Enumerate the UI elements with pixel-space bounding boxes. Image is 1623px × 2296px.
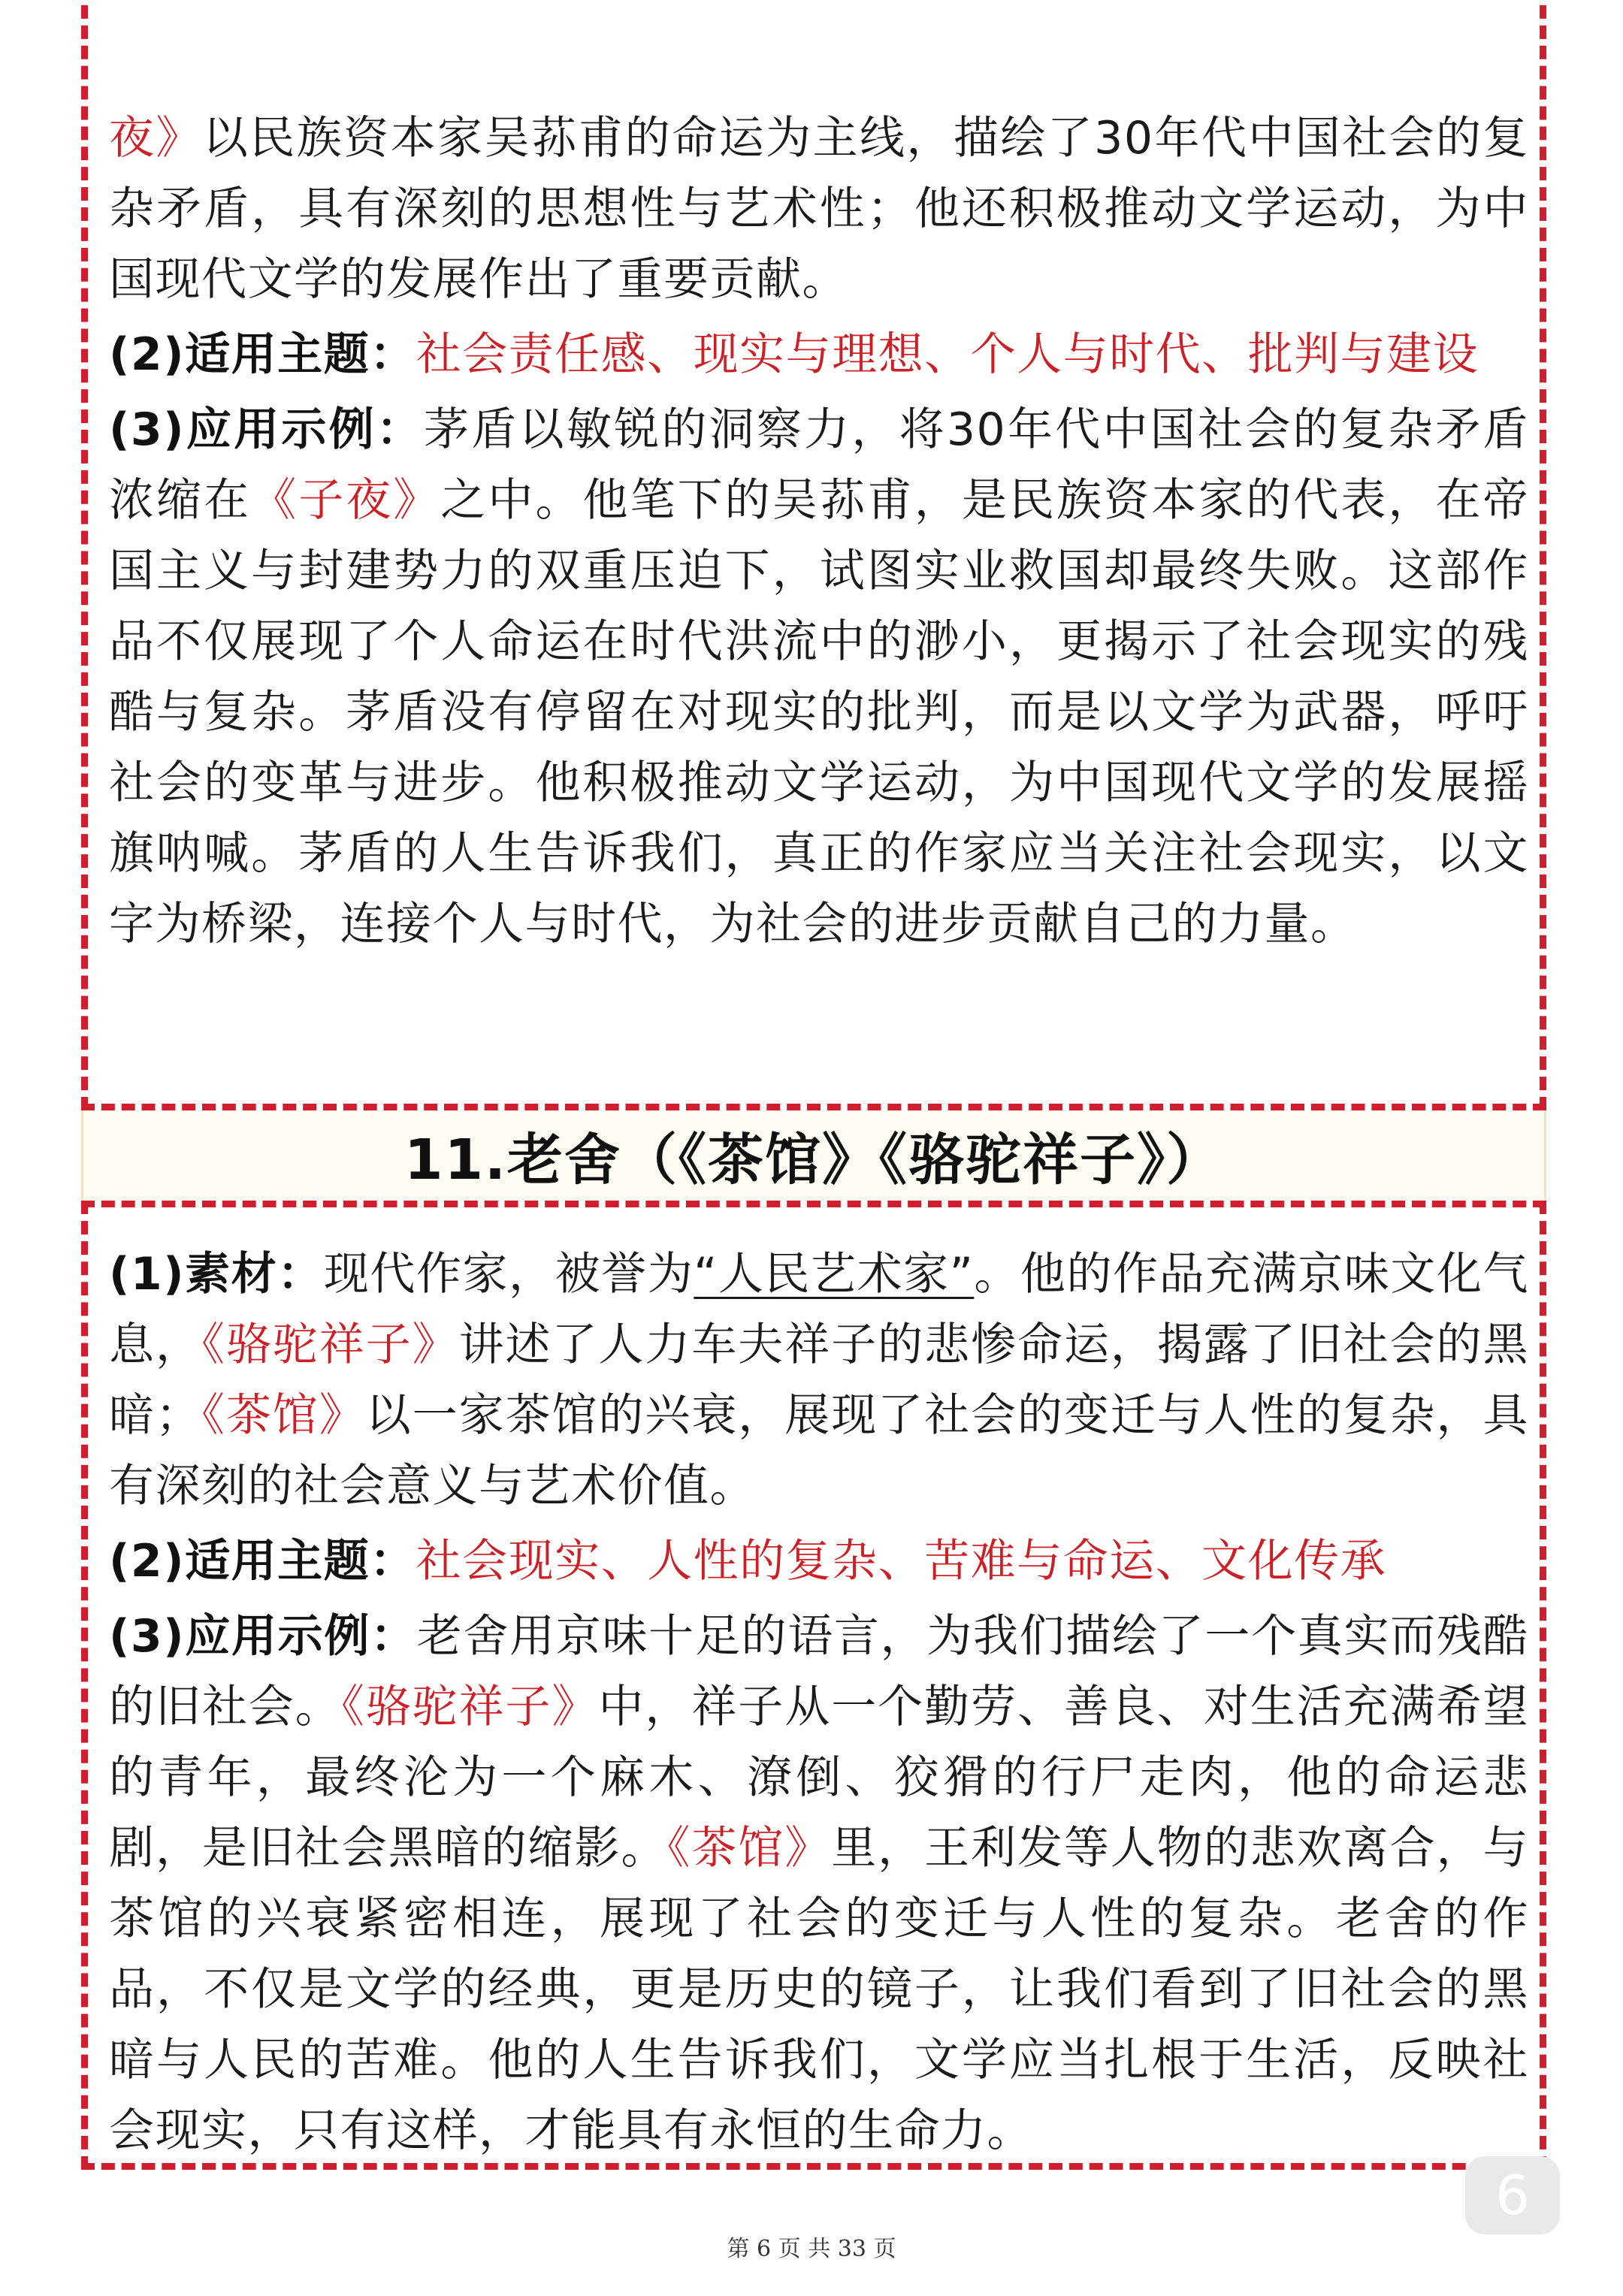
example-label: (3)应用示例： [109,403,425,456]
material-paragraph [109,103,1529,315]
themes-label: (2)适用主题： [109,328,416,381]
example-label: (3)应用示例： [109,1610,417,1663]
laoshe-section-box [81,1201,1546,2170]
example-text: 茅盾以敏锐的洞察力，将30年代中国社会的复杂矛盾浓缩在 [109,403,1529,527]
material-text: 以民族资本家吴荪甫的命运为主线，描绘了30年代中国社会的复杂矛盾，具有深刻的思想性与艺术性；他还积极推动文学运动，为中国现代文学的发展作出了重要贡献。 [109,112,1529,306]
material-paragraph [109,1239,1529,1521]
example-text: 之中。他笔下的吴荪甫，是民族资本家的代表，在帝国主义与封建势力的双重压迫下，试图实业救国却最终失败。这部作品不仅展现了个人命运在时代洪流中的渺小，更揭示了社会现实的残酷与复杂。茅盾没有停留在对现实的批判，而是以文学为武器，呼吁社会的变革与进步。他积极推动文学运动，为中国现代文学的发展摇旗呐喊。茅盾的人生告诉我们，真正的作家应当关注社会现实，以文字为桥梁，连接个人与时代，为社会的进步贡献自己的力量。 [109,474,1530,950]
themes-paragraph [109,1526,1529,1597]
book-title: 《骆驼祥子》 [341,1681,599,1733]
section-title-band [81,1110,1546,1201]
book-title: 《子夜》 [251,474,441,527]
page-number-badge: 6 [1465,2156,1560,2234]
example-paragraph [109,394,1529,959]
book-title-tail: 夜》 [109,112,203,165]
themes-list: 社会现实、人性的复杂、苦难与命运、文化传承 [416,1535,1387,1588]
example-text: 老舍用京味十足的语言，为我们描绘了一个真实而残酷的旧社会。 [109,1610,1530,1733]
material-label: (1)素材： [109,1248,324,1301]
maodun-section-box [81,0,1546,1110]
example-paragraph [109,1601,1529,2166]
material-text: 现代作家，被誉为 [323,1248,694,1301]
themes-label: (2)适用主题： [109,1535,416,1588]
material-text: 讲述了人力车夫祥子的悲惨命运，揭露了旧社会的黑暗； [109,1319,1530,1442]
example-text: 里，王利发等人物的悲欢离合，与茶馆的兴衰紧密相连，展现了社会的变迁与人性的复杂。老舍的作品，不仅是文学的经典，更是历史的镜子，让我们看到了旧社会的黑暗与人民的苦难。他的人生告诉我们，文学应当扎根于生活，反映社会现实，只有这样，才能具有永恒的生命力。 [109,1822,1530,2157]
material-text: 。他的作品充满京味文化气息， [109,1248,1530,1371]
themes-paragraph [109,319,1529,390]
themes-list: 社会责任感、现实与理想、个人与时代、批判与建设 [416,328,1479,381]
honor-title: “人民艺术家” [694,1248,975,1301]
section-title: 11.老舍（《茶馆》《骆驼祥子》） [403,1128,1224,1192]
material-text: 以一家茶馆的兴衰，展现了社会的变迁与人性的复杂，具有深刻的社会意义与艺术价值。 [109,1389,1530,1512]
book-title: 《茶馆》 [201,1389,366,1442]
example-text: 中，祥子从一个勤劳、善良、对生活充满希望的青年，最终沦为一个麻木、潦倒、狡猾的行尸走肉，他的命运悲剧，是旧社会黑暗的缩影。 [109,1681,1530,1875]
book-title: 《骆驼祥子》 [201,1319,459,1371]
book-title: 《茶馆》 [667,1822,832,1875]
page-footer: 第 6 页 共 33 页 [727,2236,896,2262]
